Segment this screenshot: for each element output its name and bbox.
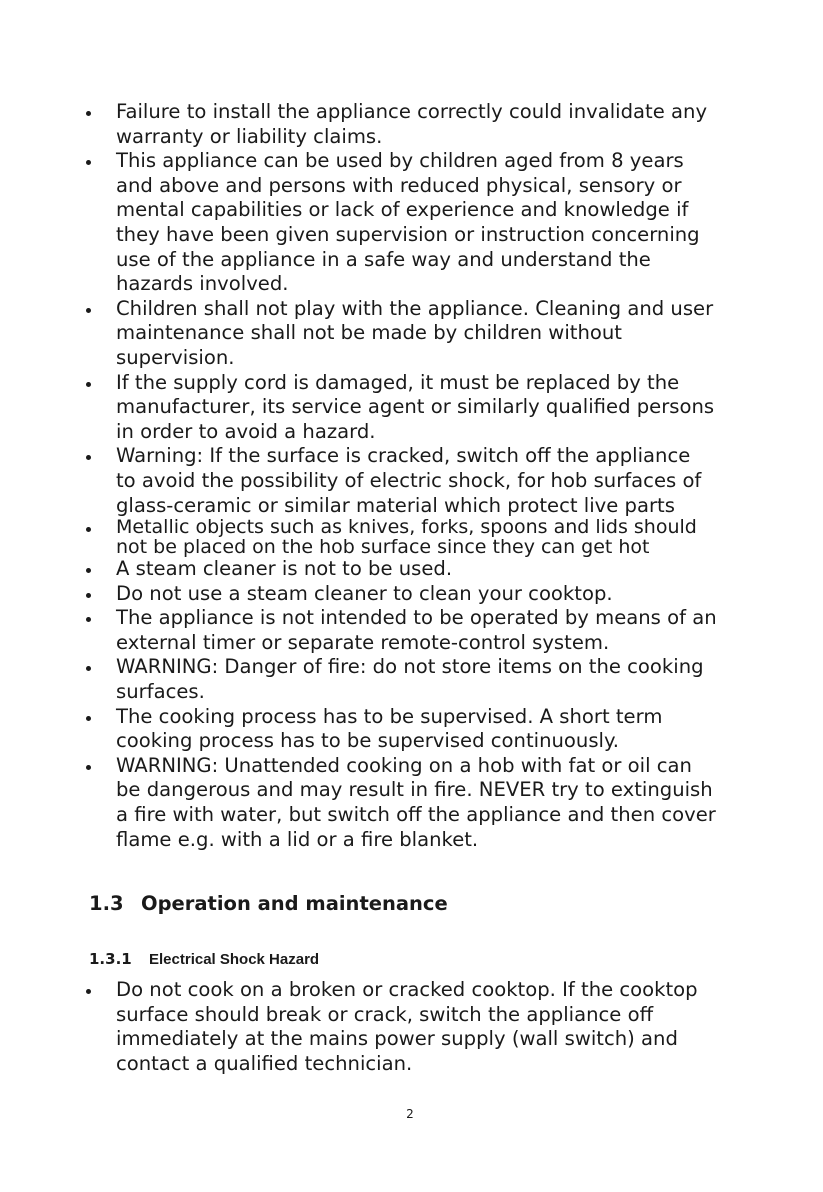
bullet-icon [86,308,91,313]
bullet-icon [86,455,91,460]
subsection-title: Electrical Shock Hazard [149,951,320,968]
bullet-icon [86,617,91,622]
section-heading [89,892,448,915]
list-item [85,297,745,371]
list-item [85,518,745,557]
list-item [85,978,745,1076]
subsection-heading [89,950,319,968]
list-item [85,582,745,607]
list-item-text: Do not cook on a broken or cracked cooktop. If the cooktop surface should break or crack, switch the appliance off immediately at the mains power supply (wall switch) and contact a qualified technician. [116,978,698,1075]
list-item-text: Failure to install the appliance correctly could invalidate any warranty or liability claims. [116,100,708,148]
bullet-icon [86,111,91,116]
bullet-icon [86,160,91,165]
safety-bullet-list [85,100,745,852]
section-title: Operation and maintenance [141,892,448,915]
list-item [85,705,745,754]
bullet-icon [86,765,91,770]
section-number: 1.3 [89,892,124,915]
bullet-icon [86,382,91,387]
list-item [85,371,745,445]
shock-hazard-bullet-list [85,978,745,1076]
list-item-text: Children shall not play with the appliance. Cleaning and user maintenance shall not be made by children without supervision. [116,296,714,369]
list-item-text: This appliance can be used by children aged from 8 years and above and persons with reduced physical, sensory or mental capabilities or lack of experience and knowledge if they have been given supervision or instruction concerning use of the appliance in a safe way and understand the hazards involved. [116,149,700,296]
list-item-text: If the supply cord is damaged, it must be replaced by the manufacturer, its service agent or similarly qualified persons in order to avoid a hazard. [116,370,715,443]
bullet-icon [86,568,91,573]
page-number: 2 [406,1107,414,1121]
list-item-text: WARNING: Unattended cooking on a hob with fat or oil can be dangerous and may result in fire. NEVER try to extinguish a fire with water, but switch off the appliance and then cover flame e.g. with a lid or a fire blanket. [116,753,716,851]
list-item [85,149,745,297]
subsection-number: 1.3.1 [89,950,132,968]
list-item-text: WARNING: Danger of fire: do not store items on the cooking surfaces. [116,655,704,704]
bullet-icon [86,989,91,994]
list-item [85,606,745,655]
list-item [85,100,745,149]
list-item-text: The cooking process has to be supervised. A short term cooking process has to be supervised continuously. [116,704,663,753]
bullet-icon [86,593,91,598]
list-item [85,754,745,852]
list-item [85,444,745,518]
list-item [85,655,745,704]
bullet-icon [86,666,91,671]
list-item-text: Metallic objects such as knives, forks, spoons and lids should not be placed on the hob surface since they can get hot [116,516,697,558]
list-item [85,557,745,582]
bullet-icon [86,527,91,532]
list-item-text: Warning: If the surface is cracked, switch off the appliance to avoid the possibility of electric shock, for hob surfaces of glass-ceramic or similar material which protect live parts [116,444,702,517]
bullet-icon [86,716,91,721]
list-item-text: A steam cleaner is not to be used. [116,557,453,581]
list-item-text: The appliance is not intended to be operated by means of an external timer or separate remote-control system. [116,606,717,654]
list-item-text: Do not use a steam cleaner to clean your cooktop. [116,581,613,605]
